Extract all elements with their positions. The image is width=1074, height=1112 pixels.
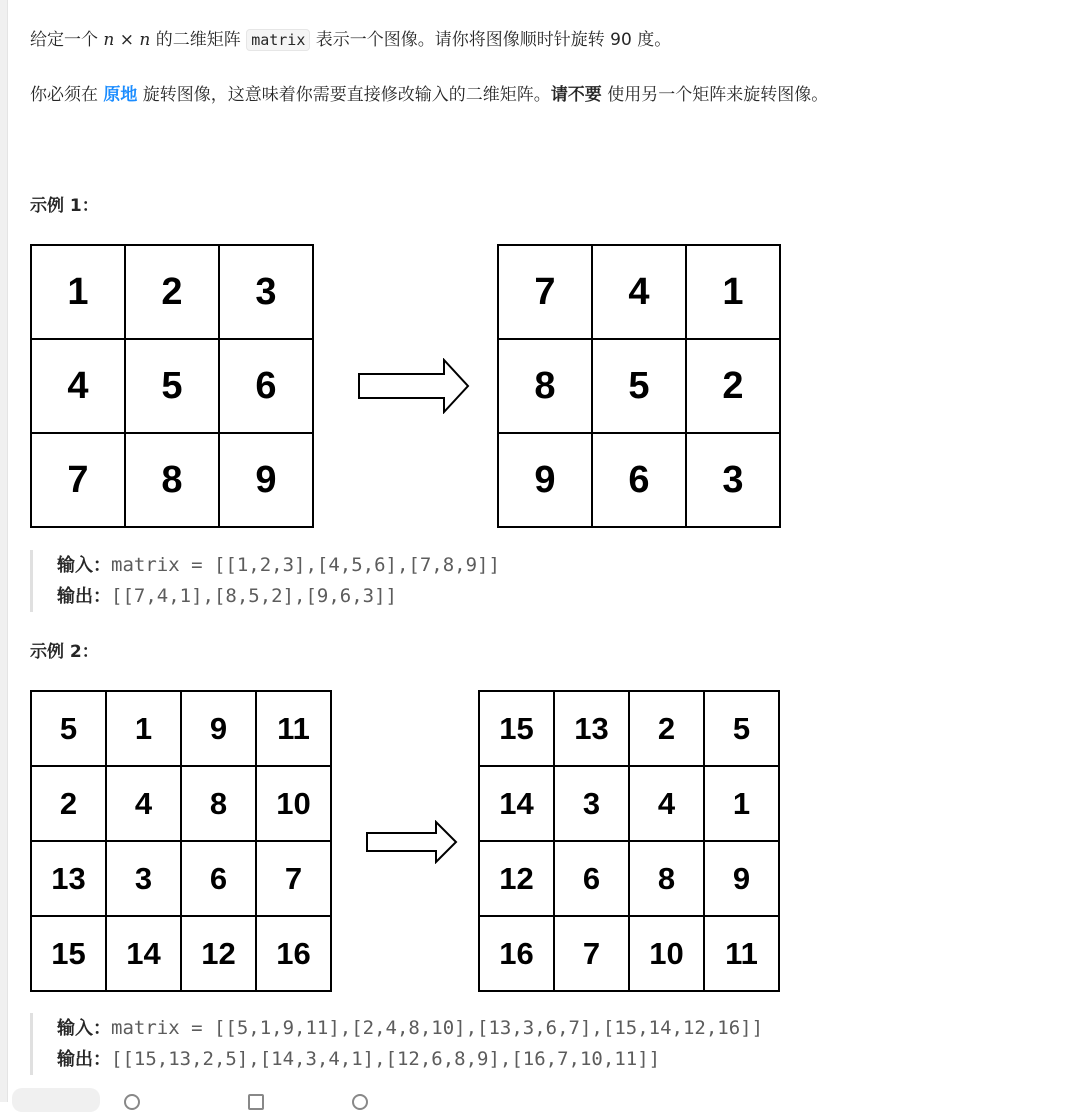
example-2-input-cell: 15	[32, 917, 107, 992]
description-paragraph-2	[30, 83, 828, 107]
example-1-io	[30, 550, 500, 612]
inline-code-matrix: matrix	[246, 29, 310, 51]
example-2-io	[30, 1013, 763, 1075]
example-2-output-cell: 6	[555, 842, 630, 917]
example-2-output-cell: 1	[705, 767, 780, 842]
panel-left-border	[0, 0, 8, 1102]
example-2-input-matrix	[30, 690, 332, 992]
description-text: 旋转图像，这意味着你需要直接修改输入的二维矩阵。	[137, 85, 551, 105]
example-2-input-cell: 2	[32, 767, 107, 842]
input-label: 输入：	[57, 555, 111, 576]
example-1-input-line	[57, 550, 500, 581]
example-2-output-cell: 16	[480, 917, 555, 992]
example-2-input-cell: 3	[107, 842, 182, 917]
example-2-output-cell: 10	[630, 917, 705, 992]
example-1-output-cell: 5	[593, 340, 687, 434]
example-2-output-cell: 13	[555, 692, 630, 767]
toolbar-help-icon[interactable]	[352, 1094, 368, 1110]
example-2-input-cell: 12	[182, 917, 257, 992]
example-2-input-cell: 1	[107, 692, 182, 767]
example-2-output-line	[57, 1044, 763, 1075]
example-1-input-cell: 4	[32, 340, 126, 434]
example-1-input-cell: 2	[126, 246, 220, 340]
example-1-input-cell: 5	[126, 340, 220, 434]
example-1-input-matrix	[30, 244, 314, 528]
example-1-input-cell: 8	[126, 434, 220, 528]
right-arrow-icon	[358, 358, 470, 414]
example-1-input-cell: 6	[220, 340, 314, 434]
example-1-output-cell: 6	[593, 434, 687, 528]
toolbar-pill-button[interactable]	[12, 1088, 100, 1112]
example-2-input-cell: 7	[257, 842, 332, 917]
example-2-input-cell: 8	[182, 767, 257, 842]
description-text: 的二维矩阵	[150, 30, 247, 50]
toolbar-square-icon[interactable]	[248, 1094, 264, 1110]
output-label: 输出：	[57, 1049, 111, 1070]
example-2-output-matrix	[478, 690, 780, 992]
example-1-input-cell: 7	[32, 434, 126, 528]
example-1-output-cell: 3	[687, 434, 781, 528]
example-1-output-cell: 8	[499, 340, 593, 434]
example-2-input-cell: 14	[107, 917, 182, 992]
description-text: 表示一个图像。请你将图像顺时针旋转 90 度。	[310, 30, 672, 50]
example-2-output-cell: 15	[480, 692, 555, 767]
example-2-input-cell: 9	[182, 692, 257, 767]
example-2-output-cell: 3	[555, 767, 630, 842]
bottom-toolbar	[12, 1088, 372, 1108]
example-2-output-cell: 11	[705, 917, 780, 992]
toolbar-circle-icon[interactable]	[124, 1094, 140, 1110]
example-2-input-cell: 10	[257, 767, 332, 842]
example-2-output-cell: 14	[480, 767, 555, 842]
description-text: 使用另一个矩阵来旋转图像。	[601, 85, 829, 105]
description-strong-text: 请不要	[550, 85, 602, 105]
example-2-output-cell: 9	[705, 842, 780, 917]
example-1-output-cell: 4	[593, 246, 687, 340]
example-1-output-cell: 1	[687, 246, 781, 340]
example-2-input-cell: 11	[257, 692, 332, 767]
example-2-input-cell: 5	[32, 692, 107, 767]
example-2-title: 示例 2：	[30, 642, 99, 662]
example-2-input-cell: 13	[32, 842, 107, 917]
description-text: 你必须在	[30, 85, 104, 105]
right-arrow-icon	[366, 820, 458, 864]
example-1-output-cell: 7	[499, 246, 593, 340]
example-2-input-cell: 6	[182, 842, 257, 917]
output-value: [[15,13,2,5],[14,3,4,1],[12,6,8,9],[16,7,10,11]]	[111, 1048, 661, 1070]
variable-n: n	[103, 30, 115, 50]
times-symbol: ×	[114, 30, 140, 50]
example-2-output-cell: 8	[630, 842, 705, 917]
example-1-output-cell: 2	[687, 340, 781, 434]
example-2-output-cell: 7	[555, 917, 630, 992]
example-2-output-cell: 12	[480, 842, 555, 917]
example-1-title: 示例 1：	[30, 196, 99, 216]
in-place-link[interactable]: 原地	[103, 85, 138, 105]
example-1-input-cell: 3	[220, 246, 314, 340]
example-2-input-line	[57, 1013, 763, 1044]
example-2-output-cell: 5	[705, 692, 780, 767]
example-1-output-line	[57, 581, 500, 612]
example-1-input-cell: 9	[220, 434, 314, 528]
variable-n: n	[139, 30, 151, 50]
example-2-input-cell: 16	[257, 917, 332, 992]
description-paragraph-1	[30, 28, 671, 52]
input-value: matrix = [[1,2,3],[4,5,6],[7,8,9]]	[111, 554, 500, 576]
input-value: matrix = [[5,1,9,11],[2,4,8,10],[13,3,6,7],[15,14,12,16]]	[111, 1017, 764, 1039]
example-1-input-cell: 1	[32, 246, 126, 340]
example-1-output-matrix	[497, 244, 781, 528]
output-label: 输出：	[57, 586, 111, 607]
output-value: [[7,4,1],[8,5,2],[9,6,3]]	[111, 585, 397, 607]
example-2-output-cell: 4	[630, 767, 705, 842]
input-label: 输入：	[57, 1018, 111, 1039]
example-1-output-cell: 9	[499, 434, 593, 528]
description-text: 给定一个	[30, 30, 104, 50]
example-2-input-cell: 4	[107, 767, 182, 842]
example-2-output-cell: 2	[630, 692, 705, 767]
